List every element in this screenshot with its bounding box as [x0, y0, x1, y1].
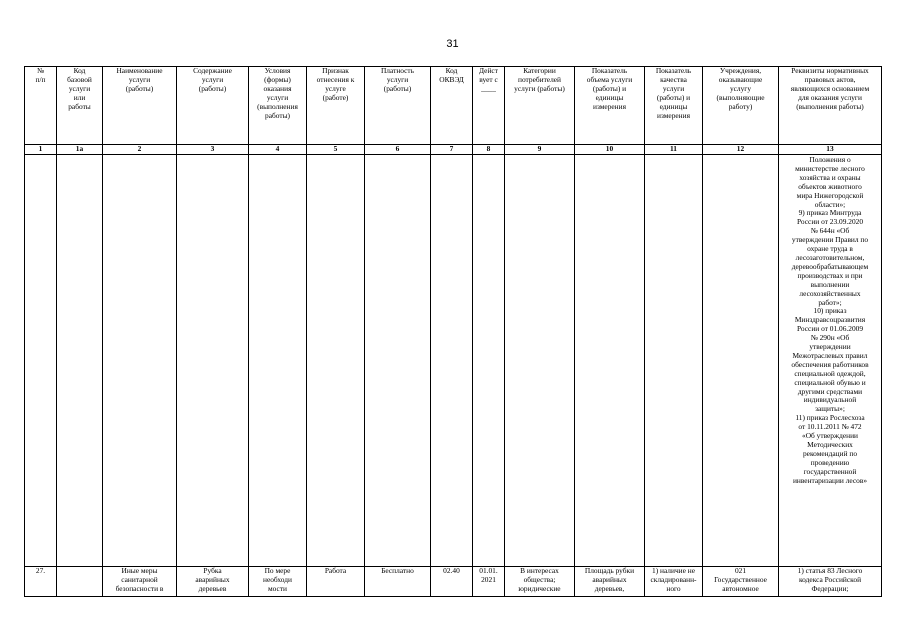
column-number: 1	[25, 145, 57, 155]
column-number: 13	[779, 145, 882, 155]
column-number: 3	[177, 145, 249, 155]
column-number: 5	[307, 145, 365, 155]
header-cell: № п/п	[25, 67, 57, 145]
table-cell	[575, 155, 645, 567]
column-number-row	[25, 145, 882, 155]
column-number: 2	[103, 145, 177, 155]
header-cell: Платность услуги (работы)	[365, 67, 431, 145]
table-cell	[703, 155, 779, 567]
header-cell: Показатель объема услуги (работы) и единицы измерения	[575, 67, 645, 145]
table-cell	[307, 155, 365, 567]
table-row-27	[25, 567, 882, 597]
table-cell	[473, 155, 505, 567]
okved-cell: 02.40	[431, 567, 473, 597]
legal-acts-cell: Положения о министерстве лесного хозяйства и охраны объектов животного мира Нижегородской области»; 9) приказ Минтруда России от 23.09.2020 № 644н «Об утверждении Правил по охране труда в лесозаготовительном, деревообрабатывающем производствах и при выполнении лесохозяйственных работ»; 10) приказ Минздравсоцразвития России от 01.06.2009 № 290н «Об утверждении Межотраслевых правил обеспечения работников специальной одеждой, специальной обувью и другими средствами индивидуальной защиты»; 11) приказ Рослесхоза от 10.11.2011 № 472 «Об утверждении Методических рекомендаций по проведению государственной инвентаризации лесов»	[779, 155, 882, 567]
table-cell	[645, 155, 703, 567]
row-number: 27.	[25, 567, 57, 597]
service-name-cell: Иные меры санитарной безопасности в	[103, 567, 177, 597]
column-number: 10	[575, 145, 645, 155]
table-cell	[57, 155, 103, 567]
table-cell	[505, 155, 575, 567]
table-cell	[249, 155, 307, 567]
header-cell: Код базовой услуги или работы	[57, 67, 103, 145]
column-number: 12	[703, 145, 779, 155]
valid-from-cell: 01.01. 2021	[473, 567, 505, 597]
column-number: 1а	[57, 145, 103, 155]
header-cell: Код ОКВЭД	[431, 67, 473, 145]
table-cell	[103, 155, 177, 567]
table-cell	[365, 155, 431, 567]
header-cell: Признак отнесения к услуге (работе)	[307, 67, 365, 145]
column-number: 6	[365, 145, 431, 155]
conditions-cell: По мере необходи мости	[249, 567, 307, 597]
legal-acts-cell: 1) статья 83 Лесного кодекса Российской Федерации;	[779, 567, 882, 597]
table-row-continuation	[25, 155, 882, 567]
column-number: 8	[473, 145, 505, 155]
column-number: 9	[505, 145, 575, 155]
institutions-cell: 021 Государственное автономное	[703, 567, 779, 597]
header-cell: Наименование услуги (работы)	[103, 67, 177, 145]
column-number: 11	[645, 145, 703, 155]
volume-cell: Площадь рубки аварийных деревьев,	[575, 567, 645, 597]
header-cell: Реквизиты нормативных правовых актов, являющихся основанием для оказания услуги (выполнения работы)	[779, 67, 882, 145]
payment-cell: Бесплатно	[365, 567, 431, 597]
header-cell: Содержание услуги (работы)	[177, 67, 249, 145]
header-cell: Категории потребителей услуги (работы)	[505, 67, 575, 145]
header-cell: Показатель качества услуги (работы) и единицы измерения	[645, 67, 703, 145]
services-table	[24, 66, 882, 597]
header-cell: Дейст вует с ____	[473, 67, 505, 145]
table-header-row	[25, 67, 882, 145]
table-cell	[431, 155, 473, 567]
column-number: 4	[249, 145, 307, 155]
page-number: 31	[446, 38, 459, 50]
table-cell	[25, 155, 57, 567]
sign-cell: Работа	[307, 567, 365, 597]
header-cell: Условия (формы) оказания услуги (выполнения работы)	[249, 67, 307, 145]
quality-cell: 1) наличие не складированн- ного	[645, 567, 703, 597]
consumers-cell: В интересах общества; юридические	[505, 567, 575, 597]
column-number: 7	[431, 145, 473, 155]
table-cell	[177, 155, 249, 567]
base-code-cell	[57, 567, 103, 597]
header-cell: Учреждения, оказывающие услугу (выполняющие работу)	[703, 67, 779, 145]
service-content-cell: Рубка аварийных деревьев	[177, 567, 249, 597]
